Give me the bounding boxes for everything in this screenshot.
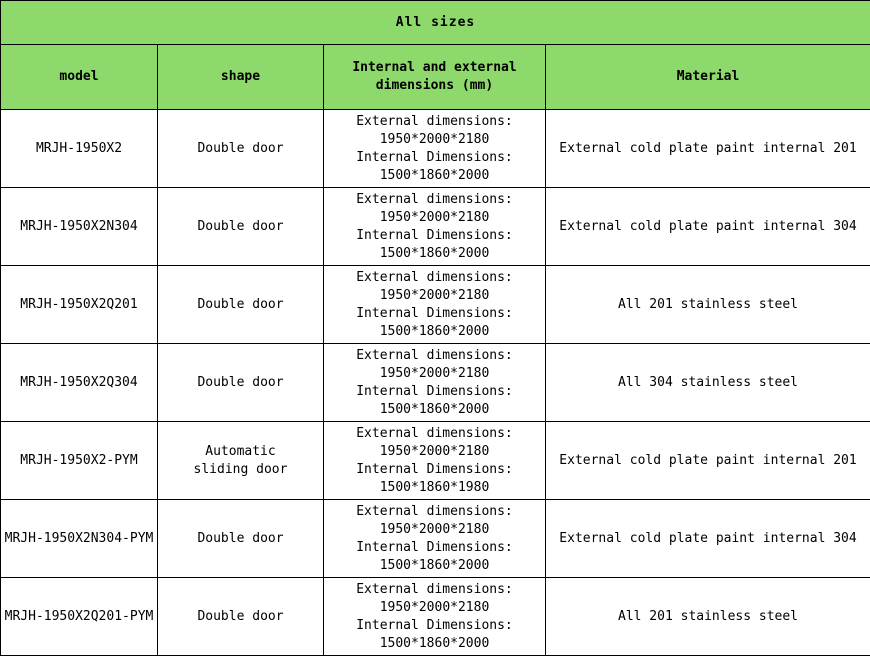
internal-dimensions-value: 1500*1860*2000 — [324, 323, 545, 341]
material-cell: All 201 stainless steel — [546, 266, 870, 344]
table-title: All sizes — [1, 1, 870, 45]
internal-dimensions-value: 1500*1860*1980 — [324, 479, 545, 497]
table-row — [1, 266, 870, 344]
dimensions-cell — [324, 188, 546, 266]
external-dimensions-label: External dimensions: — [324, 581, 545, 599]
model-cell: MRJH-1950X2Q201-PYM — [1, 578, 158, 656]
shape-cell: Double door — [158, 500, 324, 578]
table-row — [1, 188, 870, 266]
dimensions-cell — [324, 500, 546, 578]
internal-dimensions-label: Internal Dimensions: — [324, 461, 545, 479]
internal-dimensions-label: Internal Dimensions: — [324, 227, 545, 245]
internal-dimensions-value: 1500*1860*2000 — [324, 635, 545, 653]
model-cell: MRJH-1950X2N304-PYM — [1, 500, 158, 578]
internal-dimensions-label: Internal Dimensions: — [324, 617, 545, 635]
shape-cell: Double door — [158, 344, 324, 422]
external-dimensions-label: External dimensions: — [324, 347, 545, 365]
shape-cell: Double door — [158, 110, 324, 188]
external-dimensions-value: 1950*2000*2180 — [324, 287, 545, 305]
external-dimensions-value: 1950*2000*2180 — [324, 599, 545, 617]
dimensions-cell — [324, 266, 546, 344]
internal-dimensions-value: 1500*1860*2000 — [324, 167, 545, 185]
table-body — [1, 110, 870, 656]
internal-dimensions-value: 1500*1860*2000 — [324, 245, 545, 263]
material-cell: All 201 stainless steel — [546, 578, 870, 656]
external-dimensions-value: 1950*2000*2180 — [324, 443, 545, 461]
material-cell: External cold plate paint internal 201 — [546, 422, 870, 500]
title-row — [1, 1, 870, 45]
external-dimensions-label: External dimensions: — [324, 269, 545, 287]
model-cell: MRJH-1950X2Q201 — [1, 266, 158, 344]
internal-dimensions-label: Internal Dimensions: — [324, 383, 545, 401]
model-cell: MRJH-1950X2-PYM — [1, 422, 158, 500]
shape-cell: Double door — [158, 266, 324, 344]
header-model: model — [1, 45, 158, 110]
shape-cell: Automatic sliding door — [158, 422, 324, 500]
shape-cell: Double door — [158, 188, 324, 266]
table-row — [1, 110, 870, 188]
material-cell: External cold plate paint internal 201 — [546, 110, 870, 188]
external-dimensions-label: External dimensions: — [324, 503, 545, 521]
table-row — [1, 500, 870, 578]
external-dimensions-value: 1950*2000*2180 — [324, 521, 545, 539]
internal-dimensions-label: Internal Dimensions: — [324, 149, 545, 167]
dimensions-cell — [324, 578, 546, 656]
internal-dimensions-label: Internal Dimensions: — [324, 539, 545, 557]
header-dimensions: Internal and external dimensions (mm) — [324, 45, 546, 110]
internal-dimensions-value: 1500*1860*2000 — [324, 401, 545, 419]
dimensions-cell — [324, 344, 546, 422]
external-dimensions-label: External dimensions: — [324, 113, 545, 131]
header-row — [1, 45, 870, 110]
model-cell: MRJH-1950X2Q304 — [1, 344, 158, 422]
model-cell: MRJH-1950X2N304 — [1, 188, 158, 266]
material-cell: External cold plate paint internal 304 — [546, 188, 870, 266]
external-dimensions-value: 1950*2000*2180 — [324, 209, 545, 227]
table-row — [1, 344, 870, 422]
header-shape: shape — [158, 45, 324, 110]
table-row — [1, 578, 870, 656]
external-dimensions-label: External dimensions: — [324, 425, 545, 443]
external-dimensions-value: 1950*2000*2180 — [324, 131, 545, 149]
header-material: Material — [546, 45, 870, 110]
material-cell: All 304 stainless steel — [546, 344, 870, 422]
internal-dimensions-label: Internal Dimensions: — [324, 305, 545, 323]
material-cell: External cold plate paint internal 304 — [546, 500, 870, 578]
model-cell: MRJH-1950X2 — [1, 110, 158, 188]
dimensions-cell — [324, 110, 546, 188]
external-dimensions-value: 1950*2000*2180 — [324, 365, 545, 383]
dimensions-cell — [324, 422, 546, 500]
external-dimensions-label: External dimensions: — [324, 191, 545, 209]
internal-dimensions-value: 1500*1860*2000 — [324, 557, 545, 575]
table-row — [1, 422, 870, 500]
shape-cell: Double door — [158, 578, 324, 656]
